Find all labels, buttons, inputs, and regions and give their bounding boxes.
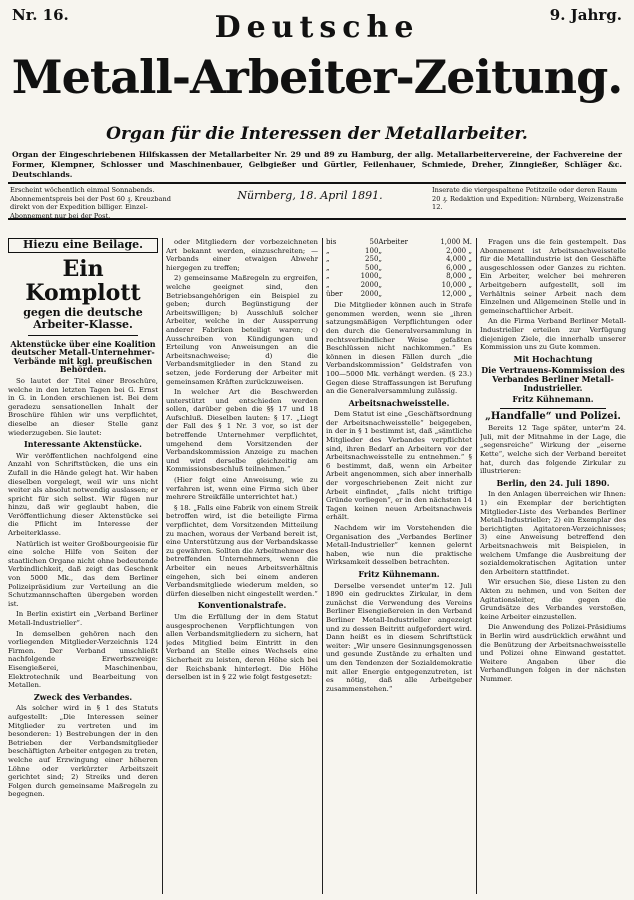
deposit-scale-n: 100	[365, 246, 379, 255]
deposit-scale-unit: „	[378, 246, 383, 255]
paragraph: Dem Statut ist eine „Geschäftsordnung der Arbeitsnachweisstelle“ beigegeben, in der in § 1 bestimmt ist, daß „sämtliche Mitglieder des Verbandes verpflichtet sind, ihren Bedarf an Arbeitern vor der Arbeitsnachweisstelle zu entnehmen.“ § 6 bestimmt, daß, wenn ein Arbeiter Arbeit angenommen, sich aber innerhalb der vorgeschriebenen Zeit nicht zur Arbeit einfindet, „falls nicht triftige Gründe vorliegen“, er in den nächsten 14 Tagen keinen neuen Arbeitsnachweis erhält.	[326, 410, 472, 522]
deposit-scale-row	[326, 247, 472, 256]
paragraph: Wir veröffentlichen nachfolgend eine Anzahl von Schriftstücken, die uns ein Zufall in die Hände gelegt hat. Wir haben dieselben vorgelegt, weil wir uns nicht weiter als absolut notwendig auslassen; er spricht für sich selbst. Wir fügen nur hinzu, daß wir geglaubt haben, die Veröffentlichung dieser Aktenstücke sei die Pflicht im Interesse der Arbeiterklasse.	[8, 451, 158, 538]
deposit-scale-table	[326, 238, 472, 298]
deposit-scale-label: „	[326, 246, 330, 255]
column-divider	[322, 238, 323, 894]
deposit-scale-row	[326, 281, 472, 290]
divider	[28, 335, 138, 336]
paragraph: Um die Erfüllung der in dem Statut ausgesprochenen Verpflichtungen von allen Verbandsmitgliedern zu sichern, hat jedes Mitglied beim Eintritt in den Verband an Stelle eines Wechsels eine Sicherheit zu leisten, deren Höhe sich bei der Reichsbank hinterlegt. Die Höhe derselben ist in § 22 wie folgt festgesetzt:	[166, 612, 318, 682]
paragraph: Die Anwendung des Polizei-Präsidiums in Berlin wird ausdrücklich erwähnt und die Benützung der Arbeitsnachweisstelle und Polizei ohne Einwand gestattet. Weitere Angaben über die Verhandlungen folgen in der nächsten Nummer.	[480, 623, 626, 683]
paragraph: Als solcher wird in § 1 des Statuts aufgestellt: „Die Interessen seiner Mitglieder zu vertreten und im besonderen: 1) Bestrebungen der in den Betrieben der Verbandsmitglieder beschäftigten Arbeiter entgegen zu treten, welche auf Erzwingung einer höheren Löhne oder verkürzter Arbeitszeit gerichtet sind; 2) Streiks und deren Folgen durch gemeinsame Maßregeln zu begegnen.	[8, 704, 158, 799]
insertion-info: Inserate die viergespaltene Petitzeile oder deren Raum 20 ₰. Redaktion und Expedition: Nürnberg, Weizenstraße 12.	[432, 186, 624, 211]
deposit-scale-amount: 2,000 „	[446, 246, 472, 255]
column-4	[480, 238, 626, 894]
deposit-scale-label: über	[326, 289, 343, 298]
deposit-scale-amount: 10,000 „	[441, 280, 472, 289]
deposit-scale-unit: Arbeiter	[378, 238, 408, 246]
paragraph: 2) gemeinsame Maßregeln zu ergreifen, welche geeignet sind, den Betriebsangehörigen ein Beispiel zu geben; durch Begünstigung der Arbeitswilligen; b) Ausschluß solcher Arbeiter, welche in der Aussperrung anderer Fabriken beteiligt waren; c) Ausschreiben von Kündigungen und Erteilung von Anweisungen an die Arbeitsnachweise; d) die Verbandsmitglieder in den Stand zu setzen, jede Forderung der Arbeiter mit gemeinsamen Kräften zurückzuweisen.	[166, 274, 318, 386]
paragraph: So lautet der Titel einer Broschüre, welche in den letzten Tagen bei G. Ernst in G. in Londen erschienen ist. Bei dem geradezu sensationellen Inhalt der Broschüre fühlen wir uns verpflichtet, dieselbe an dieser Stelle ganz wiederzugeben. Sie lautet:	[8, 376, 158, 437]
article-subheadline: gegen die deutsche Arbeiter-Klasse.	[23, 305, 143, 331]
deposit-scale-row	[326, 255, 472, 264]
volume-year: 9. Jahrg.	[549, 6, 622, 24]
paragraph: oder Mitgliedern der vorbezeichneten Art bekannt werden, einzuschreiten; — Verbands einer etwaigen Abwehr hiergegen zu treffen;	[166, 238, 318, 272]
deposit-scale-label: bis	[326, 238, 337, 246]
deposit-scale-n: 50	[369, 238, 379, 246]
masthead	[8, 4, 626, 234]
paragraph: § 18. „Falls eine Fabrik von einem Streik betroffen wird, ist die beteiligte Firma verpflichtet, dem Vorsitzenden Mitteilung zu machen, woraus der Verband bereit ist, eine Unterstützung aus der Verbandskasse zu gewähren. Sollten die Arbeitnehmer des betreffenden Unternehmers, wenn die Arbeiter ein neues Arbeitsverhältnis eingehen, sich bei einem anderen Verbandsmitgliede wiederum melden, so dürfen dieselben nicht eingestellt werden.“	[166, 503, 318, 598]
paragraph: Bereits 12 Tage später, unter'm 24. Juli, mit der Mitnahme in der Lage, die „segensreiche“ Wirkung der „eiserne Kette“, welche sich der Verband bereitet hat, durch das folgende Zirkular zu illustrieren:	[480, 424, 626, 476]
deposit-scale-row	[326, 290, 472, 299]
supplement-notice: Hiezu eine Beilage.	[8, 238, 158, 253]
column-1	[8, 238, 158, 894]
date-line: Nürnberg, 18. April 1891.	[237, 189, 383, 202]
deposit-scale-n: 500	[365, 263, 379, 272]
column-divider	[476, 238, 477, 894]
deposit-scale-unit: „	[378, 272, 383, 281]
divider	[500, 408, 606, 409]
deposit-scale-amount: 4,000 „	[446, 255, 472, 264]
paragraph: (Hier folgt eine Anweisung, wie zu verfahren ist, wenn eine Firma sich über mehrere Streikfälle unterrichtet hat.)	[166, 476, 318, 502]
deposit-scale-label: „	[326, 263, 330, 272]
paragraph: In welcher Art die Beschwerden unterstützt und entschieden werden sollen, darüber geben die §§ 17 und 18 Aufschluß. Dieselben lauten: § 17. „Liegt der Fall des § 1 Nr. 3 vor, so ist der betreffende Unternehmer verpflichtet, umgehend dem Vorsitzenden der Verbandskommission Anzeige zu machen und wird derselbe gleichzeitig am Kommissionsbeschluß teilnehmen.“	[166, 388, 318, 474]
deposit-scale-label: „	[326, 255, 330, 264]
issue-number: Nr. 16.	[12, 6, 69, 24]
deposit-scale-label: „	[326, 280, 330, 289]
paragraph: Die Mitglieder können auch in Strafe genommen werden, wenn sie „ihren satzungsmäßigen Verpflichtungen oder den durch die Generalversammlung in rechtsverbindlicher Weise gefaßten Beschlüssen nicht nachkommen.“ Es können in diesen Fällen durch „die Verbandskommission“ Geldstrafen von 100—5000 Mk. verhängt werden. (§ 23.) Gegen diese Straffassungen ist Berufung an die Generalversammlung zulässig.	[326, 301, 472, 396]
publication-info: Erscheint wöchentlich einmal Sonnabends. Abonnementspreis bei der Post 60 ₰. Kreuzband direkt von der Expedition billiger. Einzel-Abonnement nur bei der Post.	[10, 186, 171, 220]
deposit-scale-amount: 1,000 M.	[440, 238, 472, 246]
info-bar	[8, 182, 626, 220]
paragraph: Derselbe versendet unter'm 12. Juli 1890 ein gedrucktes Zirkular, in dem zunächst die Verwendung des Vereins Berliner Eisengießereien in den Verband Berliner Metall-Industrieller angezeigt und zu dessen Beitritt aufgefordert wird. Dann heißt es in diesem Schriftstück weiter: „Wir unsere Gesinnungsgenossen und gesunde Zustände zu erhalten und um den Tendenzen der Sozialdemokratie mit aller Energie entgegenzutreten, ist es nötig, daß alle Arbeitgeber zusammenstehen.“	[326, 581, 472, 693]
paragraph: An die Firma Verband Berliner Metall-Industrieller erteilen zur Verfügung diejenigen Ziele, die innerhalb unserer Kommission uns zu Gute kommen.	[480, 317, 626, 352]
deposit-scale-n: 1000	[360, 272, 379, 281]
paragraph: In den Anlagen überreichen wir Ihnen: 1) ein Exemplar der berichtigten Mitglieder-Liste des Verbandes Berliner Metall-Industrieller; 2) ein Exemplar des berichtigten Agitatoren-Verzeichnisses; 3) eine Anweisung betreffend den Arbeitsnachweis mit Beispielen, in welchem Umfange die Ausbreitung der sozialdemokratischen Agitation unter den Arbeitern stattfindet.	[480, 490, 626, 576]
deposit-scale-row	[326, 272, 472, 281]
newspaper-title: Metall-Arbeiter-Zeitung.	[11, 50, 623, 104]
deposit-scale-row	[326, 238, 472, 247]
section-heading: „Handfalle“ und Polizei.	[485, 410, 621, 422]
organ-line: Organ der Eingeschriebenen Hilfskassen der Metallarbeiter Nr. 29 und 89 zu Hamburg, der allg. Metallarbeitervereine, der Fachvereine der Former, Klempner, Schlosser und Maschinenbauer, Gelbgießer und Gürtler, Feilenhauer, Schmiede, Dreher, Zinngießer, Schläger &c. Deutschlands.	[12, 150, 622, 179]
deposit-scale-amount: 12,000 „	[441, 289, 472, 298]
deposit-scale-unit: „	[378, 255, 383, 264]
deposit-scale-amount: 8,000 „	[446, 272, 472, 281]
column-divider	[162, 238, 163, 894]
article-headline: Ein Komplott	[25, 255, 141, 306]
column-2	[166, 238, 318, 894]
deposit-scale-unit: „	[378, 263, 383, 272]
masthead-kicker: Deutsche	[214, 10, 420, 45]
deposit-scale-row	[326, 264, 472, 273]
deposit-scale-label: „	[326, 272, 330, 281]
column-3	[326, 238, 472, 894]
paragraph: In Berlin existirt ein „Verband Berliner Metall-Industrieller“.	[8, 610, 158, 627]
deposit-scale-unit: „	[378, 289, 383, 298]
paragraph: Natürlich ist weiter Großbourgeoisie für eine solche Hilfe von Seiten der staatlichen Organe nicht ohne bedeutende Verbindlichkeit, daß zeigt das Geschenk von 5000 Mk., das dem Berliner Polizeipräsidium zur Verteilung an die Schutzmannschaften übergeben worden ist.	[8, 539, 158, 608]
dateline: Berlin, den 24. Juli 1890.	[496, 477, 610, 488]
paragraph: Fragen uns die fein gestempelt. Das Abonnement ist Arbeitsnachweisstelle für die Metallindustrie ist den Geschäfte ausgeschlossen oder Ganzes zu richten. Ein Arbeiter, welcher bei mehreren Arbeitgebern aufgestellt, soll im Verhältnis seiner Arbeit nach dem Einzelnen und Allgemeinen Stelle und in gemeinschaftlicher Arbeit.	[480, 238, 626, 315]
newspaper-subtitle: Organ für die Interessen der Metallarbeiter.	[106, 124, 528, 144]
section-heading: Interessante Aktenstücke.	[24, 439, 142, 450]
section-heading: Arbeitsnachweisstelle.	[348, 397, 450, 408]
deposit-scale-amount: 6,000 „	[446, 263, 472, 272]
deposit-scale-n: 2000	[360, 289, 379, 298]
paragraph: Wir ersuchen Sie, diese Listen zu den Akten zu nehmen, und von Seiten der Agitationsleiter, die gegen die Grundsätze des Verbandes verstoßen, keine Arbeiter einzustellen.	[480, 578, 626, 621]
closing-organisation: Die Vertrauens-Kommission des Verbandes Berliner Metall-Industrieller.	[481, 365, 625, 393]
closing: Mit Hochachtung	[513, 353, 593, 364]
deposit-scale-n: 2000	[360, 280, 379, 289]
deposit-scale-unit: „	[378, 280, 383, 289]
deposit-scale-n: 250	[365, 255, 379, 264]
signature: Fritz Kühnemann.	[358, 568, 440, 579]
section-heading: Zweck des Verbandes.	[33, 691, 133, 702]
paragraph: Nachdem wir im Vorstehenden die Organisation des „Verbandes Berliner Metall-Industrieller“ kennen gelernt haben, wie nun die praktische Wirksamkeit desselben betrachten.	[326, 524, 472, 567]
article-lede: Aktenstücke über eine Koalition deutscher Metall-Unternehmer-Verbände mit kgl. preußischen Behörden.	[10, 338, 156, 375]
paragraph: In demselben gehören nach den vorliegenden Mitglieder-Verzeichnis 124 Firmen. Der Verband umschließt nachfolgende Erwerbszweige: Eisengießerei, Maschinenbau, Elektrotechnik und Bearbeitung von Metallen.	[8, 629, 158, 690]
section-heading: Konventionalstrafe.	[197, 600, 287, 611]
closing-signature: Fritz Kühnemann.	[512, 394, 594, 405]
